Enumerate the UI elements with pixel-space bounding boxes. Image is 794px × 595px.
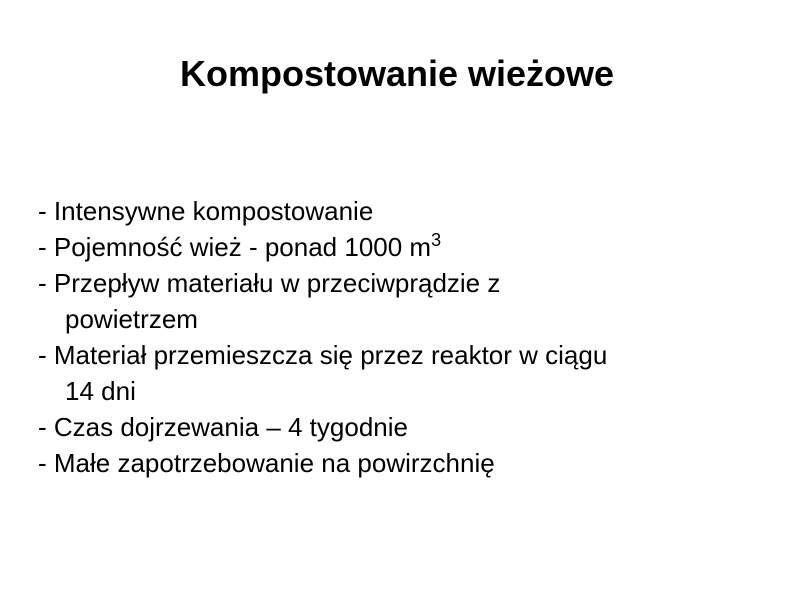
bullet-text: - Pojemność wież - ponad 1000 m [38, 232, 432, 262]
superscript-exponent: 3 [431, 230, 442, 250]
bullet-item [38, 265, 758, 337]
bullet-item [38, 229, 758, 265]
bullet-text: - Przepływ materiału w przeciwprądzie z [38, 268, 501, 298]
bullet-text-line [38, 229, 758, 265]
bullet-text: - Czas dojrzewania – 4 tygodnie [38, 412, 408, 442]
bullet-item [38, 337, 758, 409]
bullet-text: - Materiał przemieszcza się przez reaktor w ciągu [38, 340, 608, 370]
bullet-item [38, 445, 758, 481]
bullet-item [38, 409, 758, 445]
bullet-text: - Intensywne kompostowanie [38, 196, 374, 226]
bullet-continuation: 14 dni [65, 376, 136, 406]
bullet-continuation: powietrzem [65, 304, 198, 334]
bullet-list [38, 193, 758, 481]
bullet-item [38, 193, 758, 229]
slide-title: Kompostowanie wieżowe [179, 53, 615, 94]
bullet-text: - Małe zapotrzebowanie na powirzchnię [38, 448, 495, 478]
